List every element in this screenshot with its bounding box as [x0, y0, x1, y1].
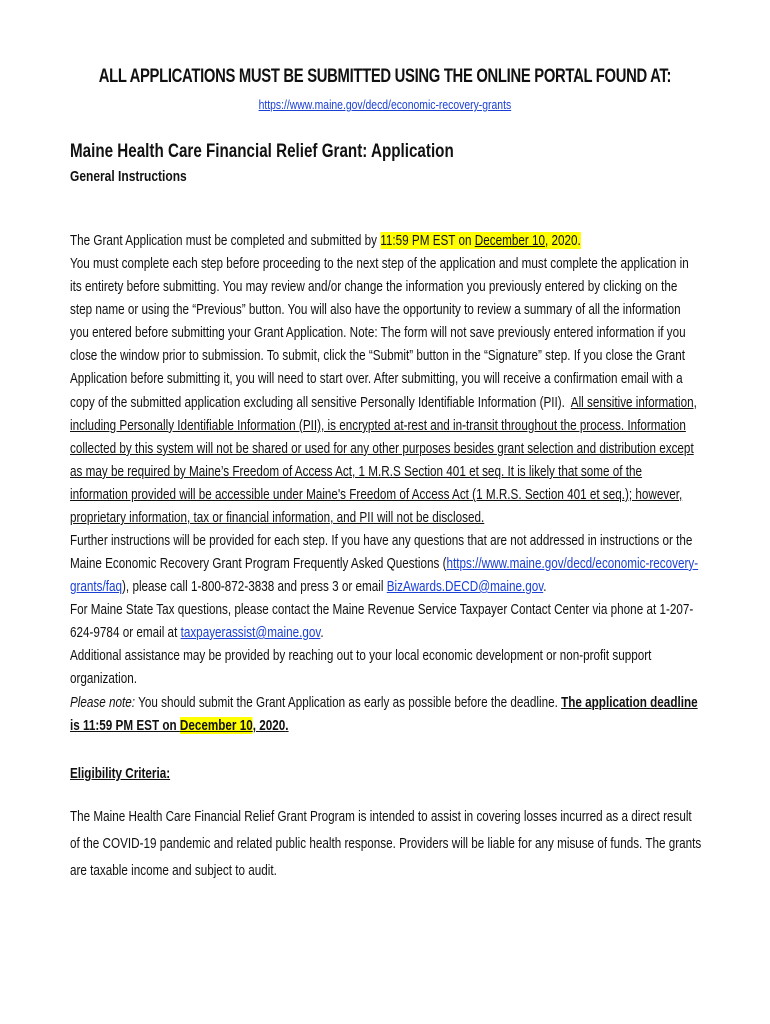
- document-title: Maine Health Care Financial Relief Grant: Application: [70, 141, 454, 162]
- portal-banner-heading: ALL APPLICATIONS MUST BE SUBMITTED USING THE ONLINE PORTAL FOUND AT:: [98, 66, 672, 87]
- privacy-notice-line: proprietary information, tax or financial information, and PII will not be disclosed.: [70, 509, 485, 526]
- instructions-line: For Maine State Tax questions, please contact the Maine Revenue Service Taxpayer Contact Center via phone at 1-207-: [70, 601, 694, 618]
- deadline-statement: is 11:59 PM EST on December 10, 2020.: [70, 717, 289, 734]
- deadline-highlight: 11:59 PM EST on December 10, 2020.: [380, 232, 581, 249]
- taxpayer-email-link[interactable]: taxpayerassist@maine.gov: [180, 624, 321, 641]
- deadline-date-highlight: December 10: [179, 717, 253, 734]
- faq-link[interactable]: https://www.maine.gov/decd/economic-recovery-: [446, 555, 699, 572]
- bizawards-email-link[interactable]: BizAwards.DECD@maine.gov: [386, 578, 544, 595]
- instructions-line: Application before submitting it, you will need to start over. After submitting, you will receive a confirmation email with a: [70, 370, 683, 387]
- instructions-line: Further instructions will be provided for each step. If you have any questions that are not addressed in instructions or the: [70, 532, 693, 549]
- instructions-line: step name or using the “Previous” button. You will also have the opportunity to review a summary of all the information: [70, 301, 681, 318]
- instructions-line: 624-9784 or email at taxpayerassist@maine.gov.: [70, 624, 324, 641]
- privacy-notice-line: as may be required by Maine’s Freedom of Access Act, 1 M.R.S Section 401 et seq. It is likely that some of the: [70, 463, 643, 480]
- portal-url: [0, 97, 770, 112]
- instructions-line: Additional assistance may be provided by reaching out to your local economic development or non-profit support: [70, 647, 652, 664]
- instructions-line: You must complete each step before proceeding to the next step of the application and must complete the application in: [70, 255, 689, 272]
- eligibility-line: are taxable income and subject to audit.: [70, 862, 277, 879]
- eligibility-line: of the COVID-19 pandemic and related public health response. Providers will be liable for any misuse of funds. The grants: [70, 835, 702, 852]
- privacy-notice-line: collected by this system will not be shared or used for any other purposes besides grant selection and distribution except: [70, 440, 694, 457]
- section-heading-general-instructions: General Instructions: [70, 168, 187, 185]
- section-heading-eligibility: Eligibility Criteria:: [70, 765, 171, 782]
- instructions-line: its entirety before submitting. You may review and/or change the information you previously entered by clicking on the: [70, 278, 678, 295]
- faq-link-continued[interactable]: grants/faq: [70, 578, 123, 595]
- privacy-notice-line: including Personally Identifiable Information (PII), is encrypted at-rest and in-transit throughout the process. Information: [70, 417, 686, 434]
- privacy-notice-line: information provided will be accessible under Maine's Freedom of Access Act (1 M.R.S. Section 401 et seq.); however,: [70, 486, 683, 503]
- instructions-line: close the window prior to submission. To submit, click the “Submit” button in the “Signature” step. If you close the Grant: [70, 347, 685, 364]
- instructions-line: Please note: You should submit the Grant Application as early as possible before the deadline. The application deadline: [70, 694, 698, 711]
- instructions-line: grants/faq), please call 1-800-872-3838 and press 3 or email BizAwards.DECD@maine.gov.: [70, 578, 547, 595]
- instructions-line: copy of the submitted application excluding all sensitive Personally Identifiable Information (PII). All sensitive information,: [70, 394, 697, 411]
- instructions-line: you entered before submitting your Grant Application. Note: The form will not save previously entered information if you: [70, 324, 686, 341]
- instructions-line: organization.: [70, 670, 138, 687]
- instructions-line: Maine Economic Recovery Grant Program Frequently Asked Questions (https://www.maine.gov/decd/economic-recovery-: [70, 555, 699, 572]
- portal-url-link[interactable]: https://www.maine.gov/decd/economic-recovery-grants: [258, 97, 512, 112]
- eligibility-line: The Maine Health Care Financial Relief Grant Program is intended to assist in covering losses incurred as a direct result: [70, 808, 692, 825]
- instructions-line: The Grant Application must be completed and submitted by 11:59 PM EST on December 10, 2020.: [70, 232, 581, 249]
